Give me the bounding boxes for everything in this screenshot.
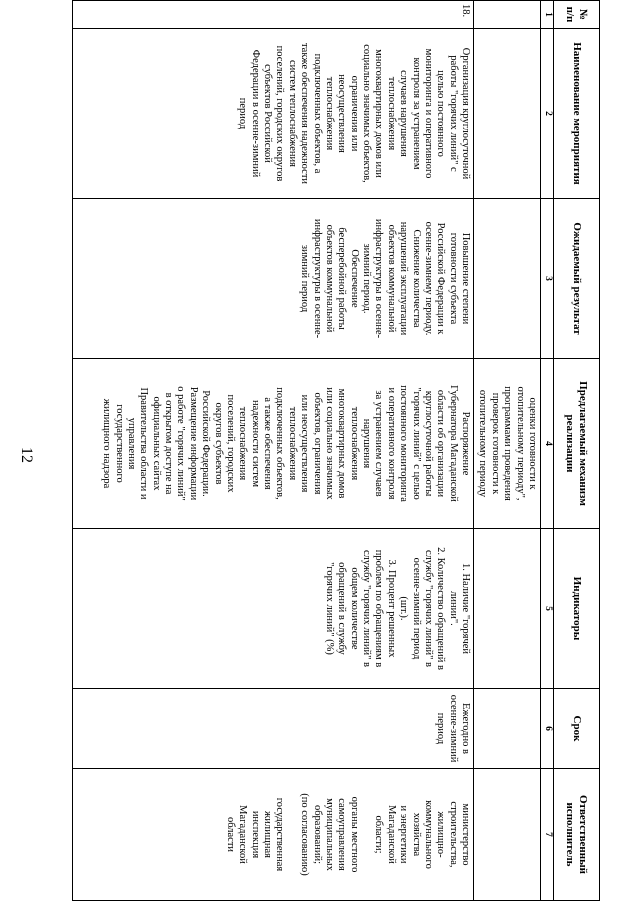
column-number-row: [541, 1, 554, 901]
measures-table: [72, 0, 600, 901]
mechanism-cell: Распоряжение Губернатора Магаданской области об организации круглосуточной работы "горячих линий" с целью постоянного мониторинга и оперативного контроля за устранением случаев нарушения теплоснабжения многоквартирных домов или социально значимых объектов, ограничения или неосуществления теплоснабжения подключенных объектов, а также обеспечения надежности систем теплоснабжения поселений, городских округов субъектов Российской Федерации. Размещение информации о работе "горячих линий" в открытом доступе на официальных сайтах Правительства области и управления государственного жилищного надзора: [73, 359, 474, 529]
responsible-cell: министерство строительства, жилищно- коммунального хозяйства и энергетики Магаданской области; органы местного самоуправления муниципальных образований; (по согласованию) государственная жилищная инспекция Магаданской области: [73, 769, 474, 901]
table-cell: [474, 29, 541, 199]
measure-name-cell: Организация круглосуточной работы "горячих линий" с целью постоянного мониторинга и оперативного контроля за устранением случаев нарушения теплоснабжения многоквартирных домов или социально значимых объектов, ограничения или неосуществления теплоснабжения подключенных объектов, а также обеспечения надежности систем теплоснабжения поселений, городских округов субъектов Российской Федерации в осенне-зимний период: [73, 29, 474, 199]
table-header-row: [554, 1, 600, 901]
rotated-table-container: [72, 0, 600, 900]
column-number: 3: [541, 199, 554, 359]
row-number-cell: 18.: [73, 1, 474, 29]
page-number: 12: [18, 447, 35, 463]
table-cell: [474, 769, 541, 901]
continuation-row: [474, 1, 541, 901]
header-result: Ожидаемый результат: [554, 199, 600, 359]
column-number: 5: [541, 529, 554, 689]
indicators-cell: 1. Наличие "горячей линии". 2. Количество обращений в службу "горячих линий" в осенне-зимний период (шт.). 3. Процент решенных проблем по обращениям в службу "горячих линий" в общем количестве обращений в службу "горячих линий" (%): [73, 529, 474, 689]
column-number: 2: [541, 29, 554, 199]
header-no: № п/п: [554, 1, 600, 29]
table-row-18: [73, 1, 474, 901]
table-cell: [474, 199, 541, 359]
expected-result-cell: Повышение степени готовности субъекта Российской Федерации к осенне-зимнему периоду. Снижение количества нарушений эксплуатации объектов коммунальной инфраструктуры в осенне- зимний период. Обеспечение бесперебойной работы объектов коммунальной инфраструктуры в осенне- зимний период: [73, 199, 474, 359]
column-number: 6: [541, 689, 554, 769]
column-number: 1: [541, 1, 554, 29]
header-responsible: Ответственный исполнитель: [554, 769, 600, 901]
continuation-mechanism-cell: оценки готовности к отопительному периоду", программами проведения проверок готовности к отопительному периоду: [474, 359, 541, 529]
table-cell: [474, 689, 541, 769]
table-cell: [474, 529, 541, 689]
column-number: 4: [541, 359, 554, 529]
header-mechanism: Предлагаемый механизм реализации: [554, 359, 600, 529]
column-number: 7: [541, 769, 554, 901]
header-indicators: Индикаторы: [554, 529, 600, 689]
table-cell: [474, 1, 541, 29]
header-name: Наименование мероприятия: [554, 29, 600, 199]
term-cell: Ежегодно в осенне-зимний период: [73, 689, 474, 769]
header-term: Срок: [554, 689, 600, 769]
